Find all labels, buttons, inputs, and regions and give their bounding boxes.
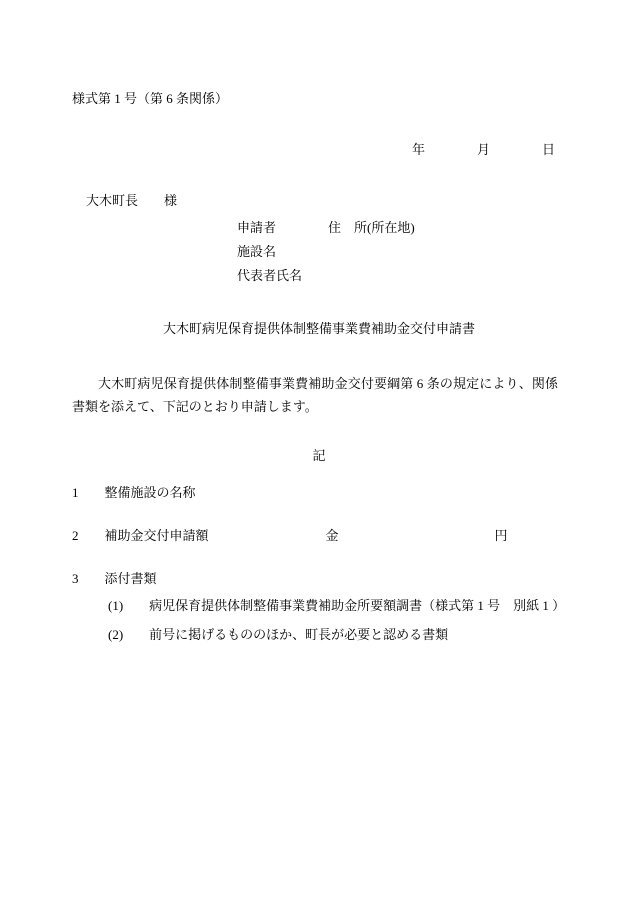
item-2 xyxy=(72,525,558,544)
document-body xyxy=(72,91,566,653)
document-title: 大木町病児保育提供体制整備事業費補助金交付申請書 xyxy=(162,321,475,336)
item-1-label: 整備施設の名称 xyxy=(104,484,196,500)
form-number: 様式第 1 号（第 6 条関係） xyxy=(72,91,229,106)
item-3 xyxy=(72,568,558,587)
applicant-facility-label: 施設名 xyxy=(237,244,277,259)
item-3-label: 添付書類 xyxy=(104,570,157,586)
body-paragraph-text: 大木町病児保育提供体制整備事業費補助金交付要綱第 6 条の規定により、関係書類を添えて、下記のとおり申請します。 xyxy=(72,376,558,414)
applicant-address-label: 申請者 住 所(所在地) xyxy=(237,220,415,235)
applicant-block xyxy=(72,221,558,282)
item-2-value: 金 円 xyxy=(325,527,508,543)
item-2-number: 2 xyxy=(72,527,79,543)
item-1-number: 1 xyxy=(72,484,79,500)
item-1 xyxy=(72,482,558,501)
body-paragraph xyxy=(72,373,558,419)
ki-marker: 記 xyxy=(312,447,326,463)
item-3-number: 3 xyxy=(72,570,79,586)
attachment-item-2: (2) 前号に掲げるもののほか、町長が必要と認める書類 xyxy=(108,626,449,642)
addressee-line: 大木町長 様 xyxy=(86,193,178,208)
attachment-item-1: (1) 病児保育提供体制整備事業費補助金所要額調書（様式第 1 号 別紙 1 ） xyxy=(108,597,566,613)
date-line: 年 月 日 xyxy=(412,142,556,157)
item-2-label: 補助金交付申請額 xyxy=(104,527,209,543)
applicant-representative-label: 代表者氏名 xyxy=(237,268,303,283)
